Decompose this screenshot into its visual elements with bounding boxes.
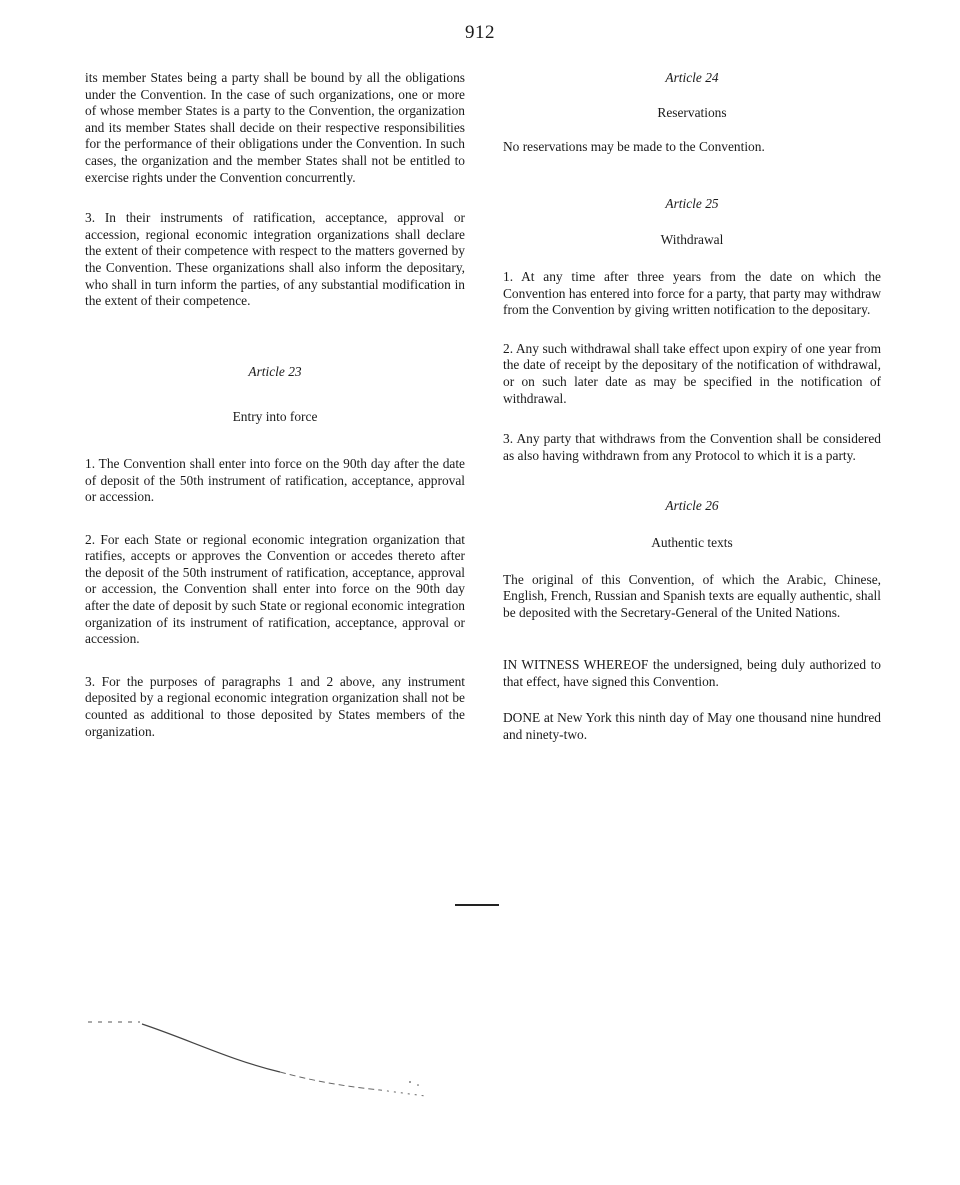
continuation-paragraph: its member States being a party shall be bound by all the obligations under the Convention. In the case of such organizations, one or more of whose member States is a party to the Convention, the organization and its member States shall decide on their respective responsibilities for the performance of their obligations under the Convention. In such cases, the organization and the member States shall not be entitled to exercise rights under the Convention concurrently. (85, 70, 465, 185)
article-25-paragraph-1: 1. At any time after three years from the date on which the Convention has entered into force for a party, that party may withdraw from the Convention by giving written notification to the depositary. (503, 268, 881, 318)
article-24-heading: Article 24 (665, 70, 719, 85)
article-25-heading: Article 25 (665, 195, 719, 211)
article-23-paragraph-1: 1. The Convention shall enter into force on the 90th day after the date of deposit of the 50th instrument of ratification, acceptance, approval or accession. (85, 455, 465, 505)
article-23-paragraph-2: 2. For each State or regional economic integration organization that ratifies, accepts or approves the Convention or accedes thereto after the deposit of the 50th instrument of ratification, acceptance, approval or accession, the Convention shall enter into force on the 90th day after the date of deposit by such State or regional economic integration organization of its instrument of ratification, acceptance, approval or accession. (85, 531, 465, 647)
closing-rule (455, 904, 499, 906)
article-24-title: Reservations (657, 104, 727, 120)
left-column (85, 70, 465, 740)
paragraph-3-competence: 3. In their instruments of ratification, acceptance, approval or accession, regional economic integration organizations shall declare the extent of their competence with respect to the matters governed by the Convention. These organizations shall also inform the depositary, who shall in turn inform the parties, of any substantial modification in the extent of their competence. (85, 210, 465, 309)
article-26-text: The original of this Convention, of which the Arabic, Chinese, English, French, Russian and Spanish texts are equally authentic, shall be deposited with the Secretary-General of the United Nations. (503, 571, 881, 620)
article-23-heading: Article 23 (248, 363, 302, 379)
article-24-text: No reservations may be made to the Convention. (503, 139, 765, 155)
article-25-title: Withdrawal (660, 232, 724, 248)
right-column (503, 70, 881, 744)
witness-clause: IN WITNESS WHEREOF the undersigned, being duly authorized to that effect, have signed this Convention. (503, 657, 881, 689)
page-number: 912 (465, 22, 495, 43)
article-25-paragraph-2: 2. Any such withdrawal shall take effect upon expiry of one year from the date of receipt by the depositary of the notification of withdrawal, or on such later date as may be specified in the notification of withdrawal. (503, 340, 881, 406)
article-26-heading: Article 26 (665, 498, 719, 514)
done-clause: DONE at New York this ninth day of May one thousand nine hundred and ninety-two. (503, 710, 881, 743)
article-26-title: Authentic texts (651, 534, 733, 550)
article-25-paragraph-3: 3. Any party that withdraws from the Convention shall be considered as also having withdrawn from any Protocol to which it is a party. (503, 431, 881, 463)
article-23-paragraph-3: 3. For the purposes of paragraphs 1 and 2 above, any instrument deposited by a regional economic integration organization shall not be counted as additional to those deposited by States members of the organization. (85, 673, 465, 739)
scan-artifact-marks (80, 1010, 440, 1100)
article-23-title: Entry into force (232, 409, 318, 425)
